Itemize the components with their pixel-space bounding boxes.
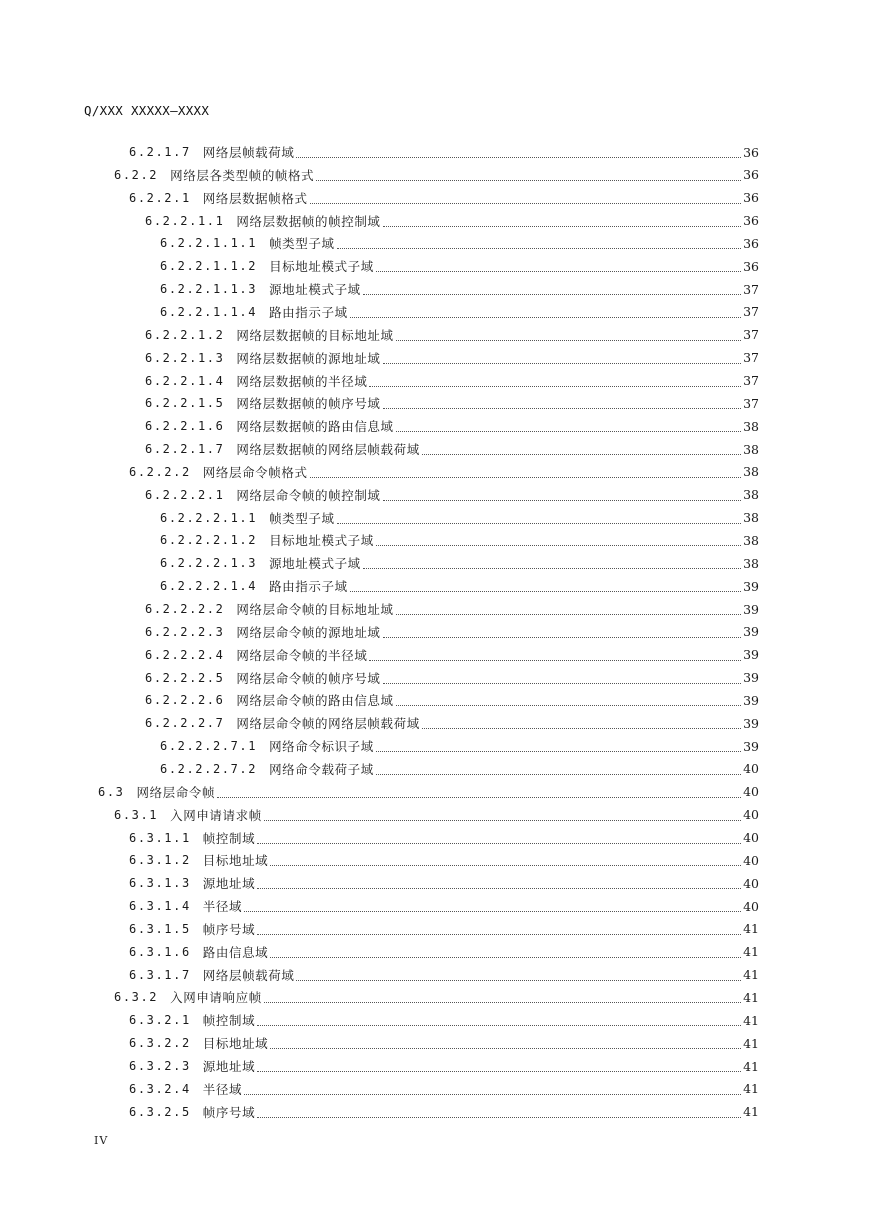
toc-entry-number: 6.2.2.1.1: [145, 213, 225, 228]
toc-dot-leader: [396, 415, 741, 437]
toc-entry-number: 6.2.2.2.7.2: [160, 761, 258, 776]
toc-entry[interactable]: [145, 644, 759, 666]
toc-entry[interactable]: [145, 210, 759, 232]
toc-entry-page: 39: [743, 738, 759, 754]
toc-entry-number: 6.2.2.1.4: [145, 373, 225, 388]
toc-entry-number: 6.2.2.2.4: [145, 647, 225, 662]
toc-entry-page: 37: [743, 281, 759, 297]
toc-entry-number: 6.2.2.2.1: [145, 487, 225, 502]
toc-entry-title: 源地址模式子域: [269, 282, 361, 298]
toc-entry-title: 网络层命令帧的帧序号域: [236, 670, 381, 686]
toc-dot-leader: [383, 392, 741, 414]
toc-entry-number: 6.3.2.2: [129, 1036, 191, 1051]
toc-dot-leader: [396, 689, 741, 711]
toc-entry-number: 6.3.2.4: [129, 1081, 191, 1096]
toc-entry-number: 6.2.2.1.1.4: [160, 304, 258, 319]
toc-entry[interactable]: [129, 849, 759, 871]
toc-entry[interactable]: [145, 324, 759, 346]
toc-entry-title: 帧类型子域: [269, 510, 335, 526]
toc-entry-title: 网络层数据帧的网络层帧载荷域: [236, 442, 420, 458]
toc-entry-number: 6.2.2.1.2: [145, 327, 225, 342]
toc-entry[interactable]: [160, 301, 759, 323]
toc-entry-number: 6.3: [98, 784, 125, 799]
toc-entry-page: 38: [743, 464, 759, 480]
toc-dot-leader: [257, 918, 741, 940]
toc-dot-leader: [257, 1055, 741, 1077]
toc-entry-number: 6.2.2.1.7: [145, 442, 225, 457]
toc-dot-leader: [337, 232, 741, 254]
toc-dot-leader: [383, 210, 741, 232]
toc-entry[interactable]: [145, 667, 759, 689]
toc-entry-title: 网络层命令帧的源地址域: [236, 624, 381, 640]
toc-entry-page: 38: [743, 510, 759, 526]
toc-entry[interactable]: [145, 415, 759, 437]
toc-dot-leader: [383, 621, 741, 643]
toc-entry[interactable]: [145, 484, 759, 506]
toc-dot-leader: [383, 484, 741, 506]
toc-entry[interactable]: [160, 507, 759, 529]
toc-entry-page: 38: [743, 418, 759, 434]
toc-entry-number: 6.2.2.2.6: [145, 693, 225, 708]
toc-entry-page: 39: [743, 578, 759, 594]
toc-entry[interactable]: [145, 621, 759, 643]
toc-dot-leader: [383, 347, 741, 369]
toc-entry-page: 36: [743, 258, 759, 274]
toc-entry-page: 40: [743, 898, 759, 914]
toc-entry-page: 37: [743, 373, 759, 388]
toc-entry-number: 6.2.2: [114, 167, 159, 182]
toc-entry[interactable]: [160, 278, 759, 300]
toc-entry-number: 6.3.1.7: [129, 967, 191, 982]
toc-entry[interactable]: [129, 964, 759, 986]
toc-entry[interactable]: [129, 1032, 759, 1054]
toc-dot-leader: [337, 507, 741, 529]
toc-entry[interactable]: [129, 141, 759, 163]
toc-entry[interactable]: [129, 461, 759, 483]
toc-entry[interactable]: [145, 689, 759, 711]
toc-entry-page: 39: [743, 601, 759, 617]
toc-entry[interactable]: [129, 827, 759, 849]
toc-entry-title: 路由指示子域: [269, 579, 348, 595]
toc-entry-title: 目标地址域: [202, 1036, 269, 1052]
toc-entry-number: 6.2.2.2: [129, 464, 191, 479]
toc-entry-title: 帧类型子域: [269, 236, 335, 252]
toc-entry[interactable]: [160, 758, 759, 780]
toc-entry-number: 6.3.1.4: [129, 899, 191, 914]
toc-entry-page: 38: [743, 487, 759, 503]
toc-entry-number: 6.2.2.2.3: [145, 624, 225, 639]
toc-entry-number: 6.3.1.3: [129, 876, 191, 891]
toc-entry-title: 入网申请响应帧: [170, 990, 262, 1006]
toc-dot-leader: [270, 1032, 741, 1054]
toc-entry-number: 6.2.2.2.1.3: [160, 556, 258, 571]
toc-entry[interactable]: [129, 941, 759, 963]
toc-entry[interactable]: [129, 872, 759, 894]
toc-dot-leader: [217, 781, 741, 803]
toc-dot-leader: [363, 278, 741, 300]
toc-entry-page: 39: [743, 715, 759, 731]
toc-dot-leader: [257, 1101, 741, 1123]
toc-dot-leader: [257, 827, 741, 849]
toc-entry[interactable]: [129, 1101, 759, 1123]
toc-entry-title: 帧控制域: [202, 830, 256, 846]
toc-entry[interactable]: [145, 370, 759, 392]
toc-entry-number: 6.3.1.6: [129, 944, 191, 959]
toc-dot-leader: [310, 187, 741, 209]
toc-entry-title: 网络层命令帧的路由信息域: [236, 693, 394, 709]
toc-entry-title: 源地址模式子域: [269, 556, 361, 572]
toc-entry-number: 6.2.2.1.5: [145, 396, 225, 411]
toc-entry-title: 网络层数据帧的帧控制域: [236, 213, 381, 229]
toc-entry[interactable]: [129, 187, 759, 209]
toc-entry-page: 36: [743, 190, 759, 206]
toc-dot-leader: [396, 598, 741, 620]
toc-dot-leader: [270, 941, 741, 963]
toc-dot-leader: [376, 758, 741, 780]
toc-dot-leader: [422, 712, 741, 734]
toc-entry-number: 6.3.2: [114, 990, 159, 1005]
toc-entry-title: 帧控制域: [202, 1013, 256, 1029]
toc-entry-page: 36: [743, 144, 759, 160]
toc-entry-page: 37: [743, 304, 759, 320]
toc-entry-page: 41: [743, 967, 759, 983]
toc-entry-number: 6.3.2.1: [129, 1013, 191, 1028]
toc-entry-number: 6.2.2.1.1.2: [160, 259, 258, 274]
toc-entry-number: 6.2.2.1: [129, 190, 191, 205]
toc-entry-page: 39: [743, 624, 759, 640]
toc-entry[interactable]: [114, 986, 759, 1008]
toc-entry-title: 网络层命令帧的帧控制域: [236, 487, 381, 503]
toc-dot-leader: [376, 735, 741, 757]
toc-entry-title: 网络层数据帧的源地址域: [236, 350, 381, 366]
toc-entry-page: 41: [743, 1035, 759, 1051]
toc-entry[interactable]: [160, 529, 759, 551]
toc-entry-title: 网络命令载荷子域: [269, 761, 374, 777]
toc-entry-page: 41: [743, 1081, 759, 1097]
toc-entry-number: 6.2.2.2.7: [145, 716, 225, 731]
toc-entry[interactable]: [114, 804, 759, 826]
toc-dot-leader: [376, 529, 741, 551]
toc-entry-number: 6.2.2.2.2: [145, 602, 225, 616]
toc-entry-title: 网络层命令帧的目标地址域: [236, 602, 394, 617]
toc-entry-title: 网络层数据帧的半径域: [236, 373, 368, 389]
toc-entry-number: 6.3.2.3: [129, 1059, 191, 1073]
toc-entry-number: 6.3.1: [114, 807, 159, 822]
toc-entry-title: 目标地址模式子域: [269, 533, 374, 549]
toc-dot-leader: [244, 895, 741, 917]
toc-dot-leader: [363, 552, 741, 574]
toc-entry-title: 帧序号域: [202, 1104, 256, 1120]
toc-entry[interactable]: [160, 255, 759, 277]
toc-entry-page: 38: [743, 555, 759, 571]
toc-entry[interactable]: [145, 712, 759, 734]
toc-entry-title: 网络层命令帧: [136, 784, 216, 800]
toc-entry[interactable]: [145, 347, 759, 369]
toc-entry-page: 37: [743, 327, 759, 343]
toc-entry-title: 网络层帧载荷域: [202, 145, 295, 160]
toc-entry-page: 39: [743, 647, 759, 663]
toc-entry-number: 6.2.2.2.7.1: [160, 739, 258, 754]
toc-dot-leader: [376, 255, 741, 277]
toc-dot-leader: [296, 964, 741, 986]
toc-entry-title: 网络层数据帧的路由信息域: [236, 419, 394, 435]
toc-entry[interactable]: [114, 164, 759, 186]
toc-entry[interactable]: [129, 1009, 759, 1031]
toc-entry[interactable]: [145, 598, 759, 620]
toc-dot-leader: [296, 141, 741, 163]
toc-entry[interactable]: [129, 1055, 759, 1077]
toc-dot-leader: [257, 1009, 741, 1031]
toc-entry-number: 6.2.2.1.1.1: [160, 236, 258, 251]
toc-entry[interactable]: [160, 575, 759, 597]
toc-entry-page: 36: [743, 167, 759, 183]
toc-entry-number: 6.2.1.7: [129, 145, 191, 159]
toc-entry-title: 网络层数据帧的帧序号域: [236, 396, 381, 412]
toc-entry-number: 6.2.2.2.1.2: [160, 533, 258, 548]
toc-entry-title: 目标地址模式子域: [269, 259, 374, 275]
toc-entry-page: 40: [743, 852, 759, 868]
toc-dot-leader: [310, 461, 741, 483]
toc-entry-page: 39: [743, 670, 759, 686]
toc-entry-number: 6.2.2.2.5: [145, 670, 225, 685]
toc-dot-leader: [350, 301, 741, 323]
toc-entry[interactable]: [129, 1078, 759, 1100]
toc-entry-title: 网络层命令帧格式: [202, 464, 308, 480]
toc-entry-number: 6.2.2.2.1.1: [160, 510, 258, 525]
toc-entry[interactable]: [160, 552, 759, 574]
toc-entry[interactable]: [160, 735, 759, 757]
toc-entry-page: 40: [743, 875, 759, 891]
toc-entry-title: 路由指示子域: [269, 304, 348, 320]
toc-entry[interactable]: [145, 392, 759, 414]
toc-entry-number: 6.2.2.1.6: [145, 419, 225, 434]
toc-entry-page: 38: [743, 441, 759, 457]
toc-entry-page: 40: [743, 784, 759, 800]
toc-entry-title: 目标地址域: [202, 853, 269, 869]
toc-dot-leader: [369, 370, 741, 392]
toc-entry[interactable]: [145, 438, 759, 460]
toc-entry-page: 41: [743, 921, 759, 937]
toc-entry-title: 半径域: [202, 899, 243, 915]
toc-entry-page: 39: [743, 692, 759, 708]
page-number-footer: IV: [94, 1134, 109, 1147]
toc-entry-title: 网络层各类型帧的帧格式: [170, 167, 315, 183]
toc-dot-leader: [350, 575, 741, 597]
toc-entry-title: 源地址域: [202, 876, 256, 892]
toc-entry-title: 网络层命令帧的网络层帧载荷域: [236, 716, 420, 732]
toc-entry-page: 40: [743, 761, 759, 777]
toc-entry-title: 网络层命令帧的半径域: [236, 647, 368, 663]
toc-entry-number: 6.3.2.5: [129, 1104, 191, 1119]
toc-entry[interactable]: [98, 781, 759, 803]
toc-dot-leader: [316, 164, 741, 186]
toc-entry-number: 6.3.1.2: [129, 853, 191, 868]
toc-entry[interactable]: [129, 918, 759, 940]
toc-entry-title: 半径域: [202, 1081, 243, 1097]
toc-entry-page: 40: [743, 830, 759, 845]
toc-entry-page: 41: [743, 944, 759, 960]
toc-dot-leader: [396, 324, 741, 346]
toc-dot-leader: [244, 1078, 741, 1100]
toc-entry-page: 41: [743, 989, 759, 1005]
toc-entry-page: 40: [743, 807, 759, 823]
toc-entry-number: 6.2.2.2.1.4: [160, 579, 258, 594]
toc-entry-title: 网络层数据帧格式: [202, 190, 308, 206]
toc-entry[interactable]: [129, 895, 759, 917]
toc-entry-title: 网络命令标识子域: [269, 739, 374, 755]
toc-entry-number: 6.3.1.1: [129, 830, 191, 845]
toc-dot-leader: [369, 644, 741, 666]
toc-dot-leader: [422, 438, 741, 460]
toc-entry-title: 网络层帧载荷域: [202, 967, 295, 983]
toc-entry-page: 37: [743, 395, 759, 411]
toc-dot-leader: [264, 804, 741, 826]
toc-entry-page: 36: [743, 213, 759, 229]
toc-entry[interactable]: [160, 232, 759, 254]
toc-entry-title: 帧序号域: [202, 921, 256, 937]
toc-entry-page: 37: [743, 350, 759, 366]
toc-entry-title: 路由信息域: [202, 944, 269, 960]
toc-dot-leader: [257, 872, 741, 894]
toc-dot-leader: [264, 986, 741, 1008]
toc-entry-number: 6.2.2.1.3: [145, 350, 225, 365]
toc-entry-title: 源地址域: [202, 1059, 256, 1074]
toc-entry-title: 网络层数据帧的目标地址域: [236, 327, 394, 343]
document-code-header: Q/XXX XXXXX—XXXX: [84, 103, 210, 118]
toc-dot-leader: [270, 849, 741, 871]
toc-entry-number: 6.3.1.5: [129, 921, 191, 936]
toc-dot-leader: [383, 667, 741, 689]
toc-entry-page: 38: [743, 532, 759, 548]
toc-entry-page: 36: [743, 235, 759, 251]
toc-entry-page: 41: [743, 1058, 759, 1074]
toc-entry-page: 41: [743, 1104, 759, 1120]
toc-entry-page: 41: [743, 1012, 759, 1028]
toc-entry-number: 6.2.2.1.1.3: [160, 282, 258, 297]
toc-entry-title: 入网申请请求帧: [170, 807, 262, 823]
